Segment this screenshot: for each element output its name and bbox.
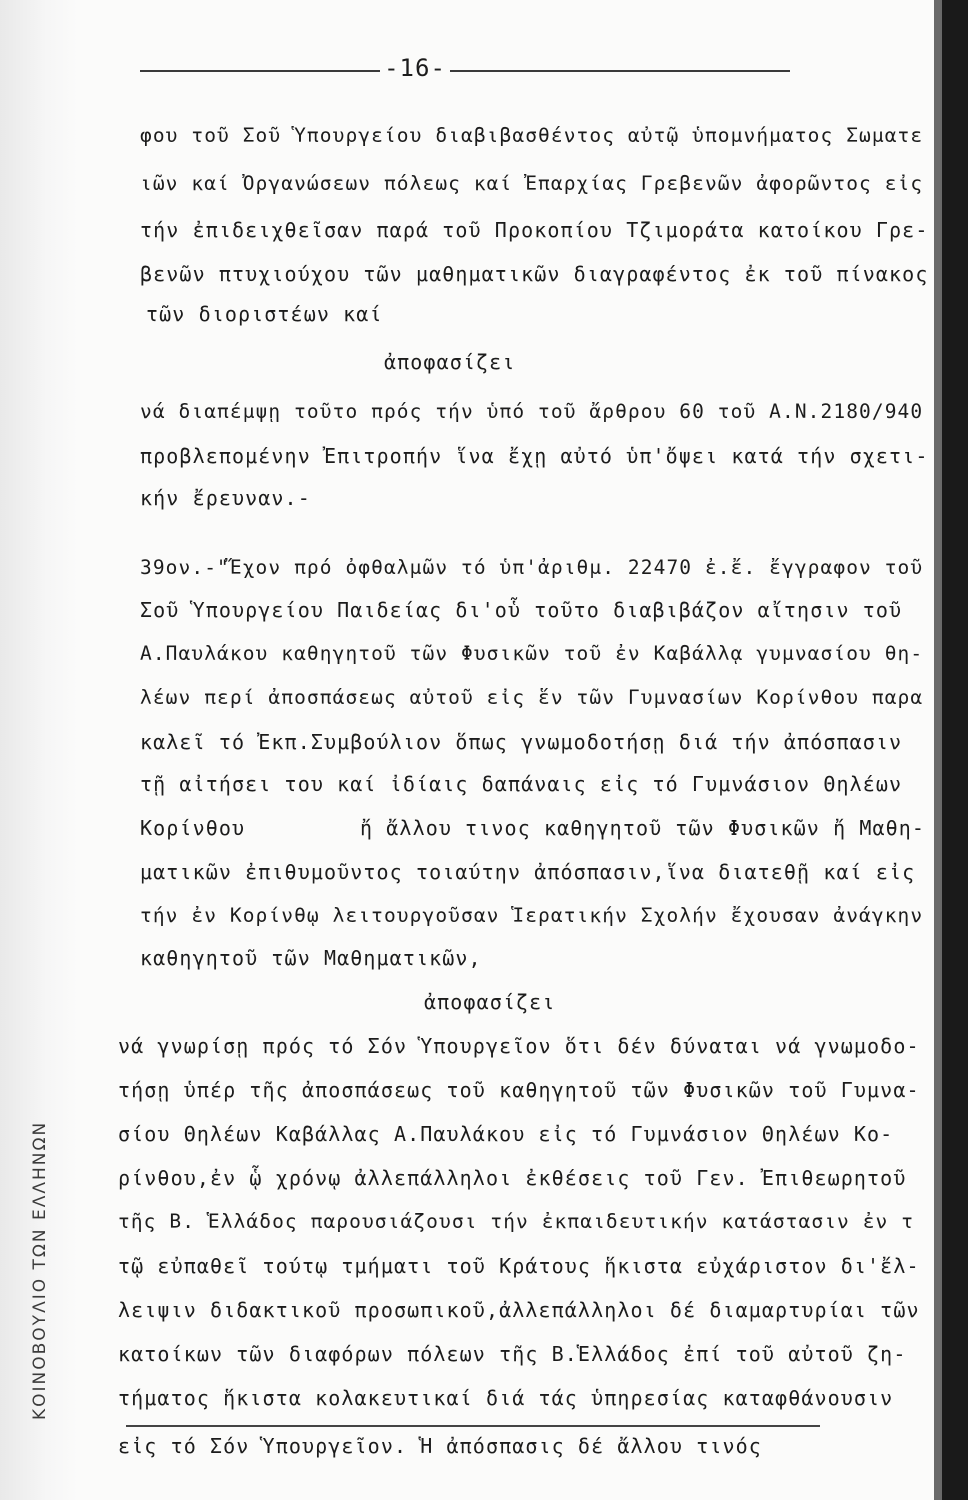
text-line: σίου Θηλέων Καβάλλας Α.Παυλάκου εἰς τό Γυμνάσιον Θηλέων Κο- bbox=[118, 1122, 894, 1146]
text-line: Κορίνθου bbox=[140, 816, 246, 840]
item-number: 39ον.-"Ἔχον πρό ὀφθαλμῶν τό ὑπ'ἀριθμ. 22470 ἐ.ἔ. ἔγγραφον τοῦ bbox=[140, 556, 924, 579]
text-line: κήν ἔρευναν.- bbox=[140, 486, 311, 510]
decision-heading: ἀποφασίζει bbox=[384, 350, 516, 374]
text-line: Α.Παυλάκου καθηγητοῦ τῶν Φυσικῶν τοῦ ἐν Καβάλλᾳ γυμνασίου θη- bbox=[140, 642, 924, 665]
text-line: τῷ εὐπαθεῖ τούτῳ τμήματι τοῦ Κράτους ἥκιστα εὐχάριστον δι'ἔλ- bbox=[118, 1254, 920, 1278]
archive-stamp: ΚΟΙΝΟΒΟΥΛΙΟ ΤΩΝ ΕΛΛΗΝΩΝ bbox=[30, 1120, 50, 1420]
page-number: -16- bbox=[380, 54, 450, 82]
text-line: προβλεπομένην Ἐπιτροπήν ἵνα ἔχῃ αὐτό ὑπ'ὄψει κατά τήν σχετι- bbox=[140, 444, 929, 468]
text-line: τῶν διοριστέων καί bbox=[146, 302, 383, 326]
text-line: τήσῃ ὑπέρ τῆς ἀποσπάσεως τοῦ καθηγητοῦ τῶν Φυσικῶν τοῦ Γυμνα- bbox=[118, 1078, 920, 1102]
text-line: φου τοῦ Σοῦ Ὑπουργείου διαβιβασθέντος αὐτῷ ὑπομνήματος Σωματε bbox=[140, 124, 924, 147]
decision-heading: ἀποφασίζει bbox=[424, 990, 556, 1014]
text-line: νά γνωρίσῃ πρός τό Σόν Ὑπουργεῖον ὅτι δέν δύναται νά γνωμοδο- bbox=[118, 1034, 920, 1058]
text-line: τῇ αἰτήσει του καί ἰδίαις δαπάναις εἰς τό Γυμνάσιον Θηλέων bbox=[140, 772, 903, 796]
text-line: ρίνθου,ἐν ᾧ χρόνῳ ἀλλεπάλληλοι ἐκθέσεις τοῦ Γεν. Ἐπιθεωρητοῦ bbox=[118, 1166, 907, 1190]
header-rule bbox=[140, 70, 790, 72]
text-line: καθηγητοῦ τῶν Μαθηματικῶν, bbox=[140, 946, 482, 970]
text-line: λειψιν διδακτικοῦ προσωπικοῦ,ἀλλεπάλληλοι δέ διαμαρτυρίαι τῶν bbox=[118, 1298, 920, 1322]
text-line: Σοῦ Ὑπουργείου Παιδείας δι'οὗ τοῦτο διαβιβάζον αἴτησιν τοῦ bbox=[140, 598, 903, 622]
scan-border bbox=[942, 0, 968, 1500]
text-line: ματικῶν ἐπιθυμοῦντος τοιαύτην ἀπόσπασιν,ἵνα διατεθῇ καί εἰς bbox=[140, 860, 916, 884]
text-line: ιῶν καί Ὀργανώσεων πόλεως καί Ἐπαρχίας Γρεβενῶν ἀφορῶντος εἰς bbox=[140, 172, 924, 195]
text-line: βενῶν πτυχιούχου τῶν μαθηματικῶν διαγραφέντος ἐκ τοῦ πίνακος bbox=[140, 262, 929, 286]
footer-rule bbox=[126, 1425, 820, 1427]
text-line: καλεῖ τό Ἐκπ.Συμβούλιον ὅπως γνωμοδοτήσῃ διά τήν ἀπόσπασιν bbox=[140, 730, 903, 754]
text-line: τήν ἐπιδειχθεῖσαν παρά τοῦ Προκοπίου Τζιμοράτα κατοίκου Γρε- bbox=[140, 218, 929, 242]
text-line: τῆς Β. Ἑλλάδος παρουσιάζουσι τήν ἐκπαιδευτικήν κατάστασιν ἐν τ bbox=[118, 1210, 915, 1233]
text-line: λέων περί ἀποσπάσεως αὐτοῦ εἰς ἕν τῶν Γυμνασίων Κορίνθου παρα bbox=[140, 686, 924, 709]
page-edge-shadow bbox=[934, 0, 942, 1500]
text-line: τήν ἐν Κορίνθῳ λειτουργοῦσαν Ἱερατικήν Σχολήν ἔχουσαν ἀνάγκην bbox=[140, 904, 924, 927]
text-line: τήματος ἥκιστα κολακευτικαί διά τάς ὑπηρεσίας καταφθάνουσιν bbox=[118, 1386, 894, 1410]
text-line: κατοίκων τῶν διαφόρων πόλεων τῆς Β.Ἑλλάδος ἐπί τοῦ αὐτοῦ ζη- bbox=[118, 1342, 907, 1366]
text-line: εἰς τό Σόν Ὑπουργεῖον. Ἡ ἀπόσπασις δέ ἄλλου τινός bbox=[118, 1434, 762, 1458]
text-line: ἤ ἄλλου τινος καθηγητοῦ τῶν Φυσικῶν ἤ Μαθη- bbox=[360, 816, 926, 840]
text-line: νά διαπέμψῃ τοῦτο πρός τήν ὑπό τοῦ ἄρθρου 60 τοῦ Α.Ν.2180/940 bbox=[140, 400, 924, 423]
